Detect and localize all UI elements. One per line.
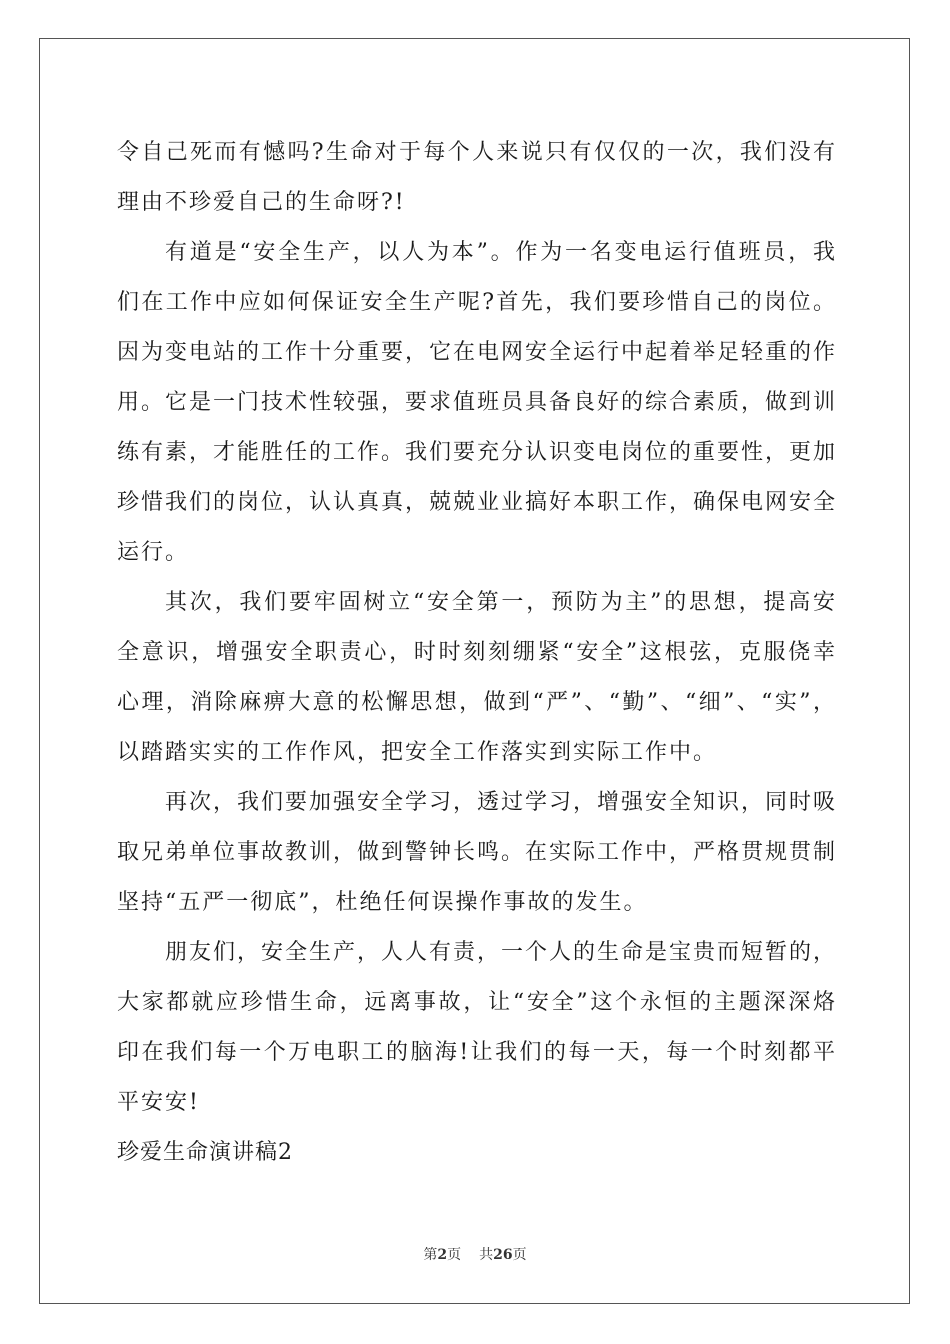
section-heading: 珍爱生命演讲稿2 (117, 1140, 293, 1165)
paragraph-5: 朋友们，安全生产，人人有责，一个人的生命是宝贵而短暂的，大家都就应珍惜生命，远离事故，让“安全”这个永恒的主题深深烙印在我们每一个万电职工的脑海!让我们的每一天，每一个时刻都平平安安! (117, 940, 838, 1115)
page-number: 2 (437, 1247, 448, 1263)
total-pages: 26 (493, 1247, 513, 1263)
page-suffix: 页 (447, 1247, 462, 1263)
paragraph-2: 有道是“安全生产，以人为本”。作为一名变电运行值班员，我们在工作中应如何保证安全生产呢?首先，我们要珍惜自己的岗位。因为变电站的工作十分重要，它在电网安全运行中起着举足轻重的作用。它是一门技术性较强，要求值班员具备良好的综合素质，做到训练有素，才能胜任的工作。我们要充分认识变电岗位的重要性，更加珍惜我们的岗位，认认真真，兢兢业业搞好本职工作，确保电网安全运行。 (117, 240, 838, 565)
total-suffix: 页 (512, 1247, 527, 1263)
page-prefix: 第 (423, 1247, 438, 1263)
paragraph-1: 令自己死而有憾吗?生命对于每个人来说只有仅仅的一次，我们没有理由不珍爱自己的生命呀?! (117, 140, 837, 215)
paragraph-4: 再次，我们要加强安全学习，透过学习，增强安全知识，同时吸取兄弟单位事故教训，做到警钟长鸣。在实际工作中，严格贯规贯制坚持“五严一彻底”，杜绝任何误操作事故的发生。 (117, 790, 838, 915)
paragraph-3: 其次，我们要牢固树立“安全第一，预防为主”的思想，提高安全意识，增强安全职责心，时时刻刻绷紧“安全”这根弦，克服侥幸心理，消除麻痹大意的松懈思想，做到“严”、“勤”、“细”、“实”，以踏踏实实的工作作风，把安全工作落实到实际工作中。 (117, 590, 837, 765)
total-prefix: 共 (479, 1247, 494, 1263)
page-footer (0, 1244, 950, 1264)
document-body (117, 128, 837, 1178)
